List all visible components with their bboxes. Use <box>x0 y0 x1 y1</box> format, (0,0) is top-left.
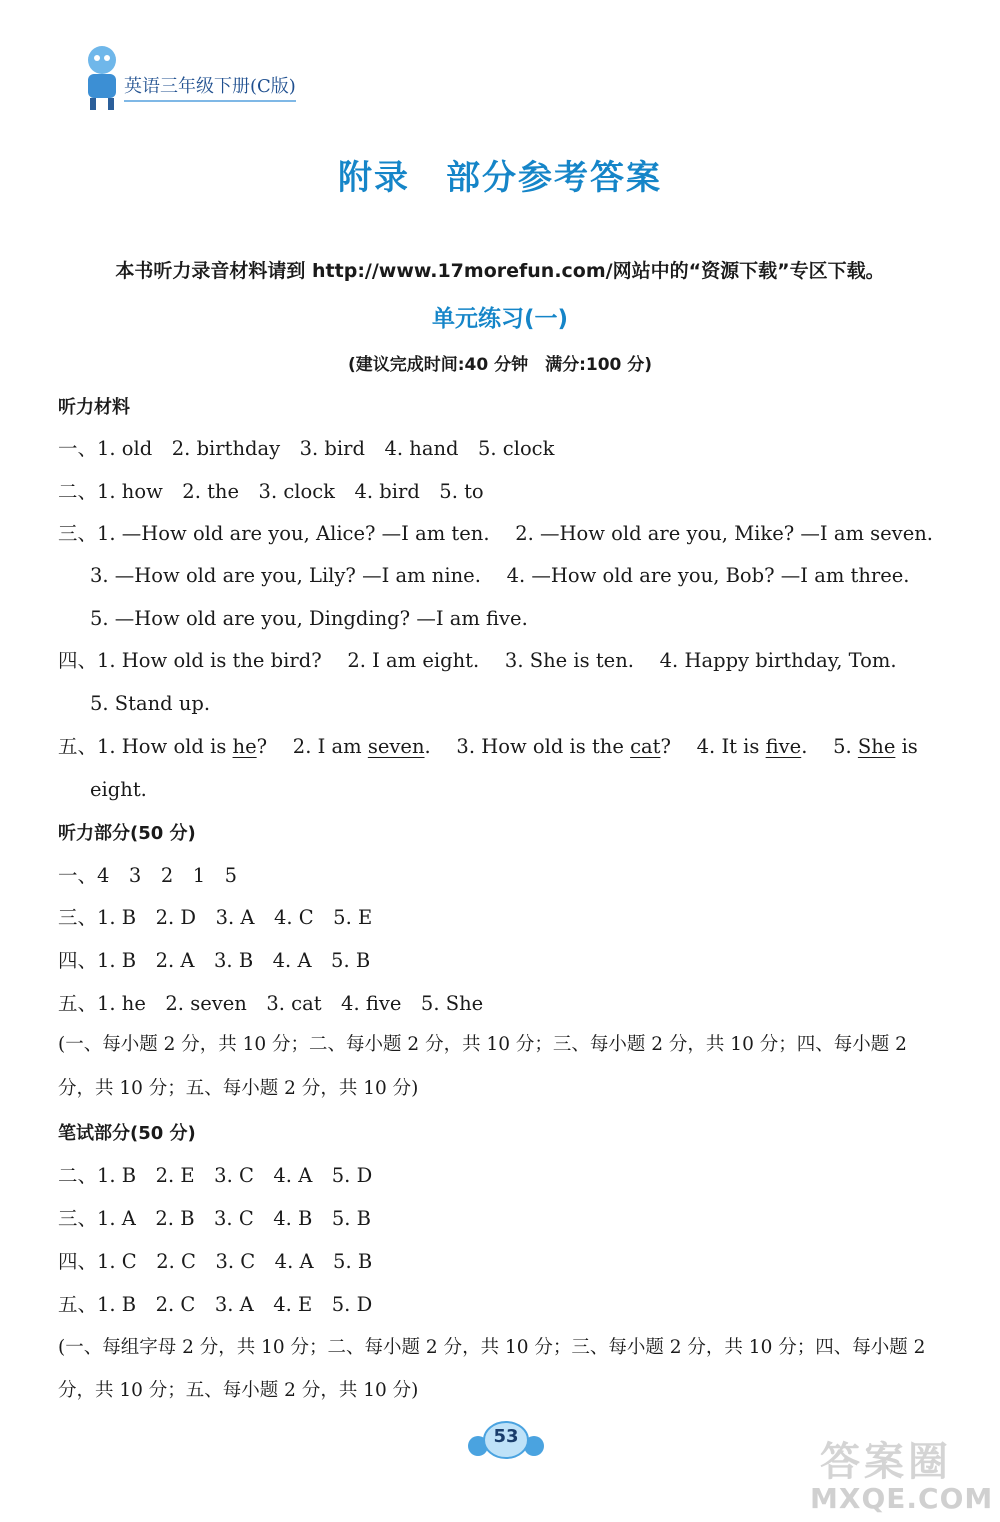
text-span: . 5. <box>801 735 858 758</box>
answer-line: 5. —How old are you, Dingding? —I am five. <box>90 607 528 630</box>
page-number-badge <box>466 1418 546 1462</box>
text-span: . 3. How old is the <box>424 735 631 758</box>
answer-line: 三、1. —How old are you, Alice? —I am ten. 2. —How old are you, Mike? —I am seven. <box>58 522 933 545</box>
answer-line: 一、4 3 2 1 5 <box>58 864 238 887</box>
answer-line: 五、1. he 2. seven 3. cat 4. five 5. She <box>58 992 484 1015</box>
time-note: (建议完成时间:40 分钟 满分:100 分) <box>347 355 653 375</box>
watermark <box>790 1430 994 1520</box>
answer-line: 一、1. old 2. birthday 3. bird 4. hand 5. clock <box>58 437 555 460</box>
section-heading-written-part: 笔试部分(50 分) <box>58 1123 196 1144</box>
answer-line: 二、1. how 2. the 3. clock 4. bird 5. to <box>58 480 484 503</box>
answer-line: 四、1. C 2. C 3. C 4. A 5. B <box>58 1250 373 1273</box>
underlined-word: She <box>857 735 896 758</box>
section-heading-listening-part: 听力部分(50 分) <box>58 823 196 844</box>
score-note: (一、每小题 2 分，共 10 分；二、每小题 2 分，共 10 分；三、每小题 2 分，共 10 分；四、每小题 2 <box>58 1034 907 1055</box>
download-note: 本书听力录音材料请到 http://www.17morefun.com/网站中的“资源下载”专区下载。 <box>115 260 885 282</box>
page-number: 53 <box>493 1426 519 1447</box>
text-span: ? 4. It is <box>660 735 766 758</box>
answer-line: 二、1. B 2. E 3. C 4. A 5. D <box>58 1164 373 1187</box>
text-span: is <box>895 735 918 758</box>
underlined-word: he <box>232 735 257 758</box>
unit-title: 单元练习(一) <box>431 306 569 332</box>
answer-line: eight. <box>90 778 147 801</box>
mascot-icon <box>80 42 126 112</box>
answer-line: 四、1. How old is the bird? 2. I am eight. 3. She is ten. 4. Happy birthday, Tom. <box>58 649 897 672</box>
answer-line: 四、1. B 2. A 3. B 4. A 5. B <box>58 949 371 972</box>
underlined-word: cat <box>630 735 661 758</box>
watermark-url: MXQE.COM <box>810 1482 994 1515</box>
answer-line-underlined <box>58 733 918 761</box>
score-note: 分，共 10 分；五、每小题 2 分，共 10 分) <box>58 1078 419 1099</box>
book-header <box>80 42 340 112</box>
underlined-word: five <box>765 735 802 758</box>
page-title: 附录 部分参考答案 <box>338 158 662 198</box>
watermark-logo: 答案圈 <box>820 1439 952 1485</box>
answer-line: 3. —How old are you, Lily? —I am nine. 4. —How old are you, Bob? —I am three. <box>90 564 910 587</box>
score-note: (一、每组字母 2 分，共 10 分；二、每小题 2 分，共 10 分；三、每小题 2 分，共 10 分；四、每小题 2 <box>58 1337 926 1358</box>
answer-line: 五、1. B 2. C 3. A 4. E 5. D <box>58 1293 373 1316</box>
answer-line: 5. Stand up. <box>90 692 211 715</box>
underlined-word: seven <box>367 735 425 758</box>
section-heading-listening-material: 听力材料 <box>58 397 130 418</box>
book-title: 英语三年级下册(C版) <box>124 72 296 102</box>
text-span: ? 2. I am <box>256 735 368 758</box>
text-span: 五、1. How old is <box>58 735 233 758</box>
answer-line: 三、1. B 2. D 3. A 4. C 5. E <box>58 906 373 929</box>
score-note: 分，共 10 分；五、每小题 2 分，共 10 分) <box>58 1380 419 1401</box>
answer-line: 三、1. A 2. B 3. C 4. B 5. B <box>58 1207 372 1230</box>
